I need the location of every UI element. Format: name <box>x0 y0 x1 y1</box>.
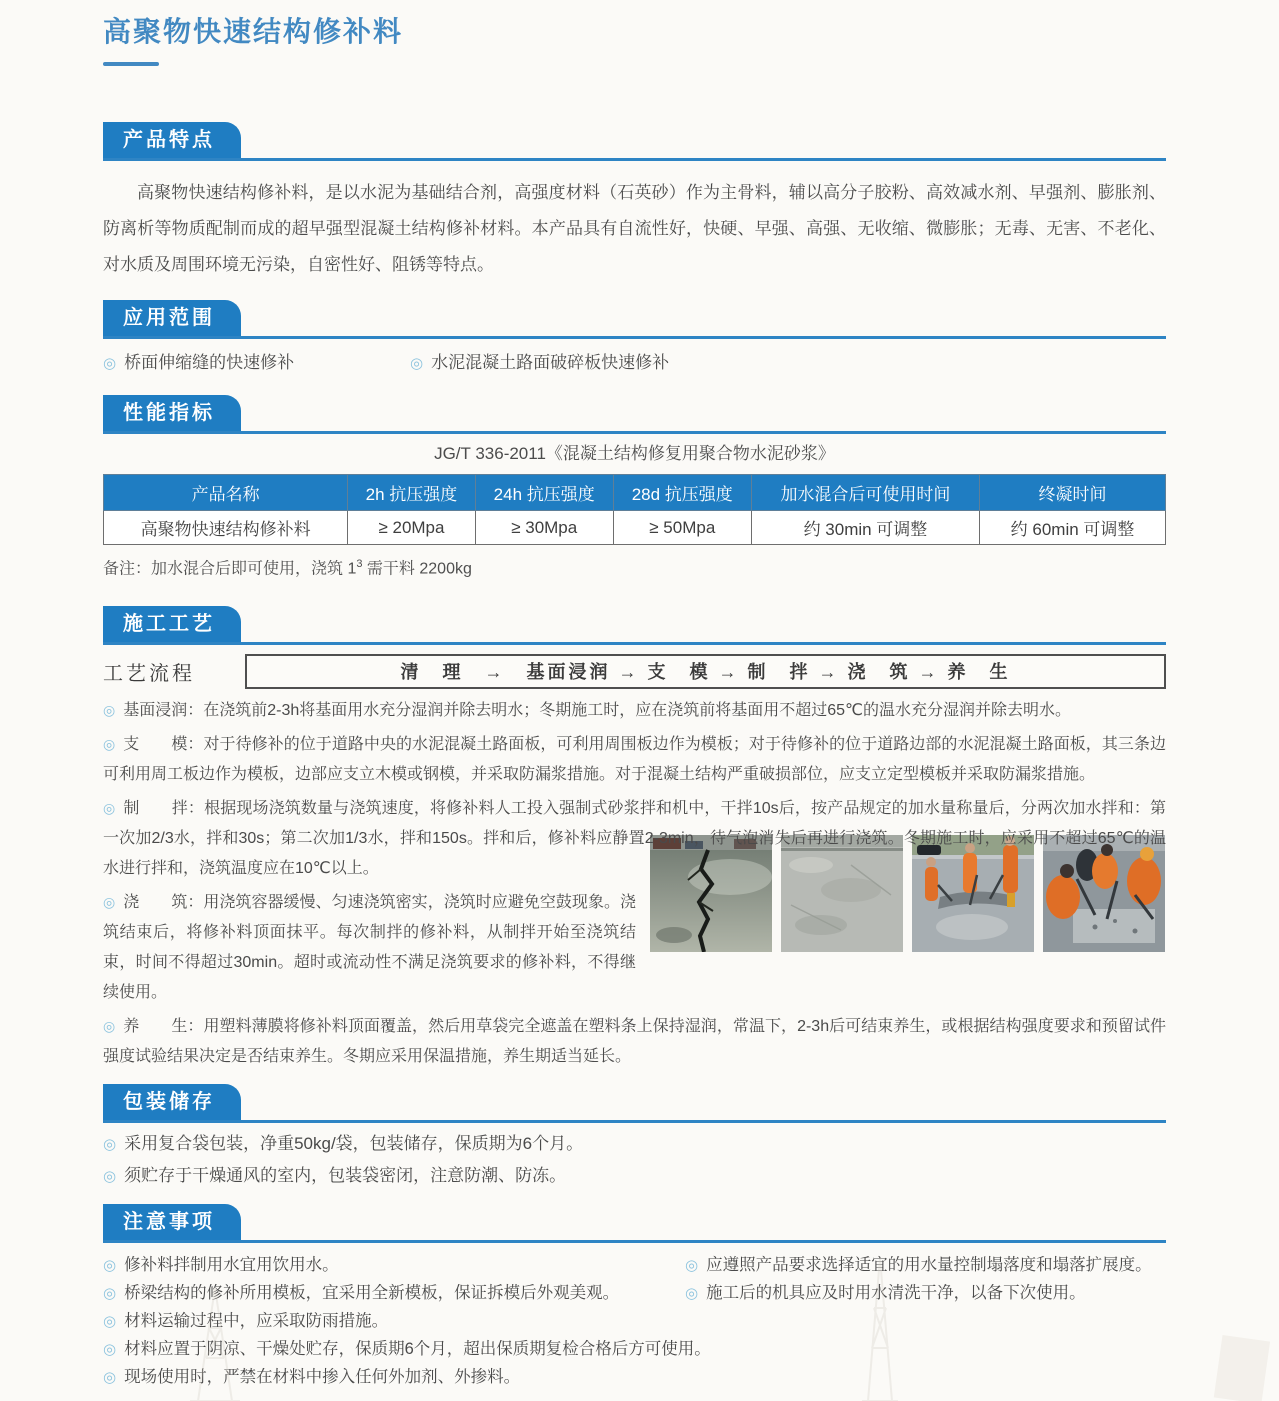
table-header-cell: 24h 抗压强度 <box>475 475 613 511</box>
table-row <box>104 511 1166 545</box>
process-step <box>103 729 1166 790</box>
table-cell: ≥ 20Mpa <box>348 511 475 545</box>
notes-row <box>103 1307 1166 1335</box>
section-heading-features: 产品特点 <box>103 122 241 158</box>
section-heading-packaging: 包装储存 <box>103 1084 241 1120</box>
section-heading-process: 施工工艺 <box>103 606 241 642</box>
note-item: ◎ 现场使用时，严禁在材料中掺入任何外加剂、外掺料。 <box>103 1363 520 1392</box>
table-cell: 约 30min 可调整 <box>751 511 979 545</box>
packaging-item: ◎ 须贮存于干燥通风的室内，包装袋密闭，注意防潮、防冻。 <box>103 1161 1166 1191</box>
table-cell: ≥ 30Mpa <box>475 511 613 545</box>
table-header-row <box>104 475 1166 511</box>
process-steps <box>103 695 1166 1072</box>
table-cell: ≥ 50Mpa <box>613 511 751 545</box>
section-header-scope <box>103 300 1166 339</box>
section-header-packaging <box>103 1084 1166 1123</box>
packaging-list <box>103 1129 1166 1191</box>
step-label: 浇 筑： <box>123 894 204 912</box>
note-item: ◎ 应遵照产品要求选择适宜的用水量控制塌落度和塌落扩展度。 <box>685 1251 1152 1280</box>
section-heading-scope: 应用范围 <box>103 300 241 336</box>
note-item: ◎ 修补料拌制用水宜用饮用水。 <box>103 1251 339 1280</box>
table-note-suffix: 需干料 2200kg <box>362 560 472 578</box>
process-step <box>103 1011 1166 1072</box>
note-item: ◎ 施工后的机具应及时用水清洗干净，以备下次使用。 <box>685 1279 1086 1308</box>
section-header-process <box>103 606 1166 645</box>
standard-reference: JG/T 336-2011《混凝土结构修复用聚合物水泥砂浆》 <box>434 444 835 463</box>
section-header-performance <box>103 395 1166 434</box>
section-header-notes <box>103 1204 1166 1243</box>
notes-row <box>103 1363 1166 1391</box>
notes-row <box>103 1335 1166 1363</box>
step-text: 在浇筑前2-3h将基面用水充分湿润并除去明水；冬期施工时，应在浇筑前将基面用不超过65℃的温水充分湿润并除去明水。 <box>203 702 1072 720</box>
table-header-cell: 终凝时间 <box>980 475 1166 511</box>
page-title: 高聚物快速结构修补料 <box>103 16 404 47</box>
process-flow <box>103 654 1166 689</box>
note-item: ◎ 桥梁结构的修补所用模板，宜采用全新模板，保证拆模后外观美观。 <box>103 1279 619 1308</box>
notes-list <box>103 1251 1166 1391</box>
step-text: 用浇筑容器缓慢、匀速浇筑密实，浇筑时应避免空鼓现象。浇筑结束后，将修补料顶面抹平。每次制拌的修补料，从制拌开始至浇筑结束，时间不得超过30min。超时或流动性不满足浇筑要求的修补料，不得继续使用。 <box>103 894 636 1002</box>
note-item: ◎ 材料运输过程中，应采取防雨措施。 <box>103 1307 388 1336</box>
table-header-cell: 加水混合后可使用时间 <box>751 475 979 511</box>
step-label: 养 生： <box>123 1018 204 1036</box>
process-flow-label: 工艺流程 <box>103 663 195 686</box>
application-list <box>103 351 1166 376</box>
notes-row <box>103 1251 1166 1279</box>
table-note <box>103 553 1166 580</box>
step-text: 根据现场浇筑数量与浇筑速度，将修补料人工投入强制式砂浆拌和机中，干拌10s后，按产品规定的加水量称量后，分两次加水拌和：第一次加2/3水，拌和30s；第二次加1/3水，拌和150s。拌和后，修补料应静置2-3min，待气泡消失后再进行浇筑。冬期施工时，应采用不超过65℃的温水进行拌和，浇筑温度应在10℃以上。 <box>103 800 1166 878</box>
section-heading-notes: 注意事项 <box>103 1204 241 1240</box>
application-item: ◎ 桥面伸缩缝的快速修补 <box>103 351 410 376</box>
title-underline <box>103 62 159 66</box>
application-item: ◎ 水泥混凝土路面破碎板快速修补 <box>410 351 669 376</box>
process-step <box>103 695 1166 726</box>
table-header-cell: 2h 抗压强度 <box>348 475 475 511</box>
table-cell: 高聚物快速结构修补料 <box>104 511 348 545</box>
note-item: ◎ 材料应置于阴凉、干燥处贮存，保质期6个月，超出保质期复检合格后方可使用。 <box>103 1335 711 1364</box>
table-note-superscript: 3 <box>356 558 363 570</box>
section-heading-performance: 性能指标 <box>103 395 241 431</box>
step-text: 用塑料薄膜将修补料顶面覆盖，然后用草袋完全遮盖在塑料条上保持湿润，常温下，2-3h后可结束养生，或根据结构强度要求和预留试件强度试验结果决定是否结束养生。冬期应采用保温措施，养生期适当延长。 <box>103 1018 1166 1066</box>
table-cell: 约 60min 可调整 <box>980 511 1166 545</box>
table-header-cell: 产品名称 <box>104 475 348 511</box>
table-header-cell: 28d 抗压强度 <box>613 475 751 511</box>
table-note-text: 备注：加水混合后即可使用，浇筑 1 <box>103 560 357 578</box>
performance-table <box>103 474 1166 545</box>
features-paragraph: 高聚物快速结构修补料，是以水泥为基础结合剂，高强度材料（石英砂）作为主骨料，辅以高分子胶粉、高效减水剂、早强剂、膨胀剂、防离析等物质配制而成的超早强型混凝土结构修补材料。本产品具有自流性好，快硬、早强、高强、无收缩、微膨胀；无毒、无害、不老化、对水质及周围环境无污染，自密性好、阻锈等特点。 <box>103 183 1166 274</box>
section-header-features <box>103 122 1166 161</box>
step-text: 对于待修补的位于道路中央的水泥混凝土路面板，可利用周围板边作为模板；对于待修补的位于道路边部的水泥混凝土路面板，其三条边可利用周工板边作为模板，边部应支立木模或钢模，并采取防漏浆措施。对于混凝土结构严重破损部位，应支立定型模板并采取防漏浆措施。 <box>103 736 1166 784</box>
step-label: 制 拌： <box>123 800 205 818</box>
step-label: 支 模： <box>123 736 204 754</box>
packaging-item: ◎ 采用复合袋包装，净重50kg/袋，包装储存，保质期为6个月。 <box>103 1129 1166 1159</box>
step-label: 基面浸润： <box>123 702 204 720</box>
notes-row <box>103 1279 1166 1307</box>
process-flow-diagram: 清 理 → 基面浸润 → 支 模 → 制 拌 → 浇 筑 → 养 生 <box>245 654 1166 689</box>
